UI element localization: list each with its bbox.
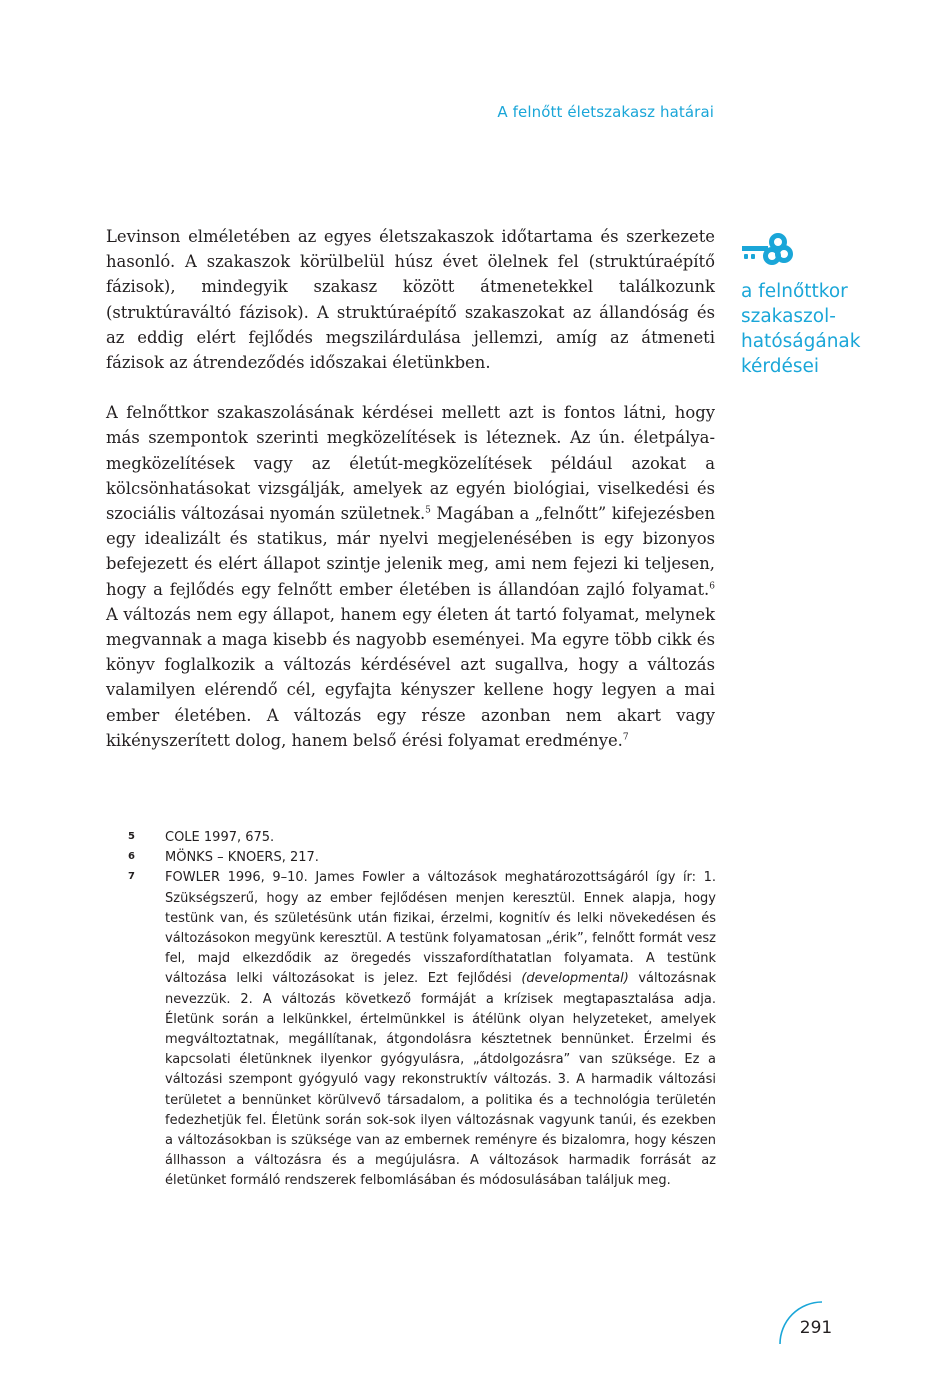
paragraph-2-part-a: A felnőttkor szakaszolásának kérdései mellett azt is fontos látni, hogy más szempontok szerinti megközelítések is léteznek. Az ún. életpálya-megközelítések vagy az életút-megközelítések például azokat a kölcsönhatásokat vizsgálják, amelyek az egyén biológiai, viselkedési és szociális változásai nyomán születnek. (106, 403, 715, 524)
footnote-number: 6 (128, 851, 135, 863)
footnote-6 (128, 848, 716, 868)
paragraph-2-part-c: A változás nem egy állapot, hanem egy életen át tartó folyamat, melynek megvannak a maga kisebb és nagyobb eseményei. Ma egyre több cikk és könyv foglalkozik a változás kérdésével azt sugallva, hogy a változás valamilyen elérendő cél, egyfajta kényszer kellene hogy legyen a mai ember életében. A változás egy része azonban nem akart vagy kikényszerített dolog, hanem belső érési folyamat eredménye. (106, 604, 715, 750)
footnotes (128, 828, 716, 1192)
footnote-text (165, 868, 716, 1191)
key-icon (740, 232, 794, 266)
margin-note-line: hatóságának (741, 331, 861, 352)
footnote-ref-5[interactable]: 5 (425, 505, 431, 516)
footnote-ref-7[interactable]: 7 (622, 732, 629, 743)
margin-note-line: a felnőttkor (741, 281, 848, 302)
footnote-text-part: FOWLER 1996, 9–10. James Fowler a változások meghatározottságáról így ír: 1. Szükségszerű, hogy az ember fejlődésen menjen keresztül. Ennek alapja, hogy testünk van, és születésünk után fizikai, érzelmi, kognitív és lelki növekedésen és változásokon megyünk keresztül. A testünk folyamatosan „érik”, felnőtt formát vesz fel, majd elkezdődik az öregedés visszafordíthatatlan folyamata. A testünk változása lelki változásokat is jelez. Ezt fejlődési (165, 870, 716, 987)
paragraph-1: Levinson elméletében az egyes életszakaszok időtartama és szerkezete hasonló. A szakaszok körülbelül húsz évet ölelnek fel (struktúraépítő fázisok), mindegyik szakasz között átmenetekkel találkozunk (struktúraváltó fázisok). A struktúraépítő szakaszokat az állandóság és az eddig elért fejlődés megszilárdulása jellemzi, amíg az átmeneti fázisok az átrendeződés időszakai életünkben. (106, 227, 715, 373)
margin-note-line: szakaszol- (741, 306, 836, 327)
footnote-italic-term: (developmental) (521, 971, 629, 987)
footnote-7 (128, 868, 716, 1191)
footnote-text: MÖNKS – KNOERS, 217. (165, 850, 319, 866)
paragraph-2-part-b: Magában a „felnőtt” kifejezésben egy idealizált és statikus, már nyelvi megjelenésében is egy bizonyos befejezett és elért állapot szintje jelenik meg, ami nem fejezi ki teljesen, hogy a fejlődés egy felnőtt ember életében is állandóan zajló folyamat. (106, 504, 715, 599)
main-text (106, 224, 715, 753)
footnote-5 (128, 828, 716, 848)
margin-note (741, 279, 911, 379)
footnote-text-part: változásnak nevezzük. 2. A változás következő formáját a krízisek megtapasztalása adja. Életünk során a lelkünkkel, értelmünkkel is átélünk olyan helyzeteket, amelyek megváltoztatnak, megállítanak, átgondolásra késztetnek bennünket. Érzelmi és kapcsolati életünknek ilyenkor gyógyulásra, „átdolgozásra” van szüksége. Ez a változási szempont gyógyuló vagy rekonstruktív változás. 3. A harmadik változási területet a bennünket körülvevő társadalom, a politika és a technológia területén fedezhetjük fel. Életünk során sok-sok ilyen változásnak vagyunk tanúi, és ezekben a változásokban is szüksége van az embernek reményre és bizalomra, hogy készen állhasson a változásra és a megújulásra. A változások harmadik forrását az életünket formáló rendszerek felbomlásában és módosulásában találjuk meg. (165, 971, 716, 1189)
footnote-text: COLE 1997, 675. (165, 830, 275, 845)
paragraph-2 (106, 400, 715, 753)
running-header: A felnőtt életszakasz határai (497, 103, 714, 121)
margin-note-line: kérdései (741, 356, 820, 377)
footnote-ref-6[interactable]: 6 (709, 581, 715, 592)
page-number: 291 (799, 1318, 833, 1338)
footnote-number: 7 (128, 871, 135, 883)
footnote-number: 5 (128, 831, 135, 842)
